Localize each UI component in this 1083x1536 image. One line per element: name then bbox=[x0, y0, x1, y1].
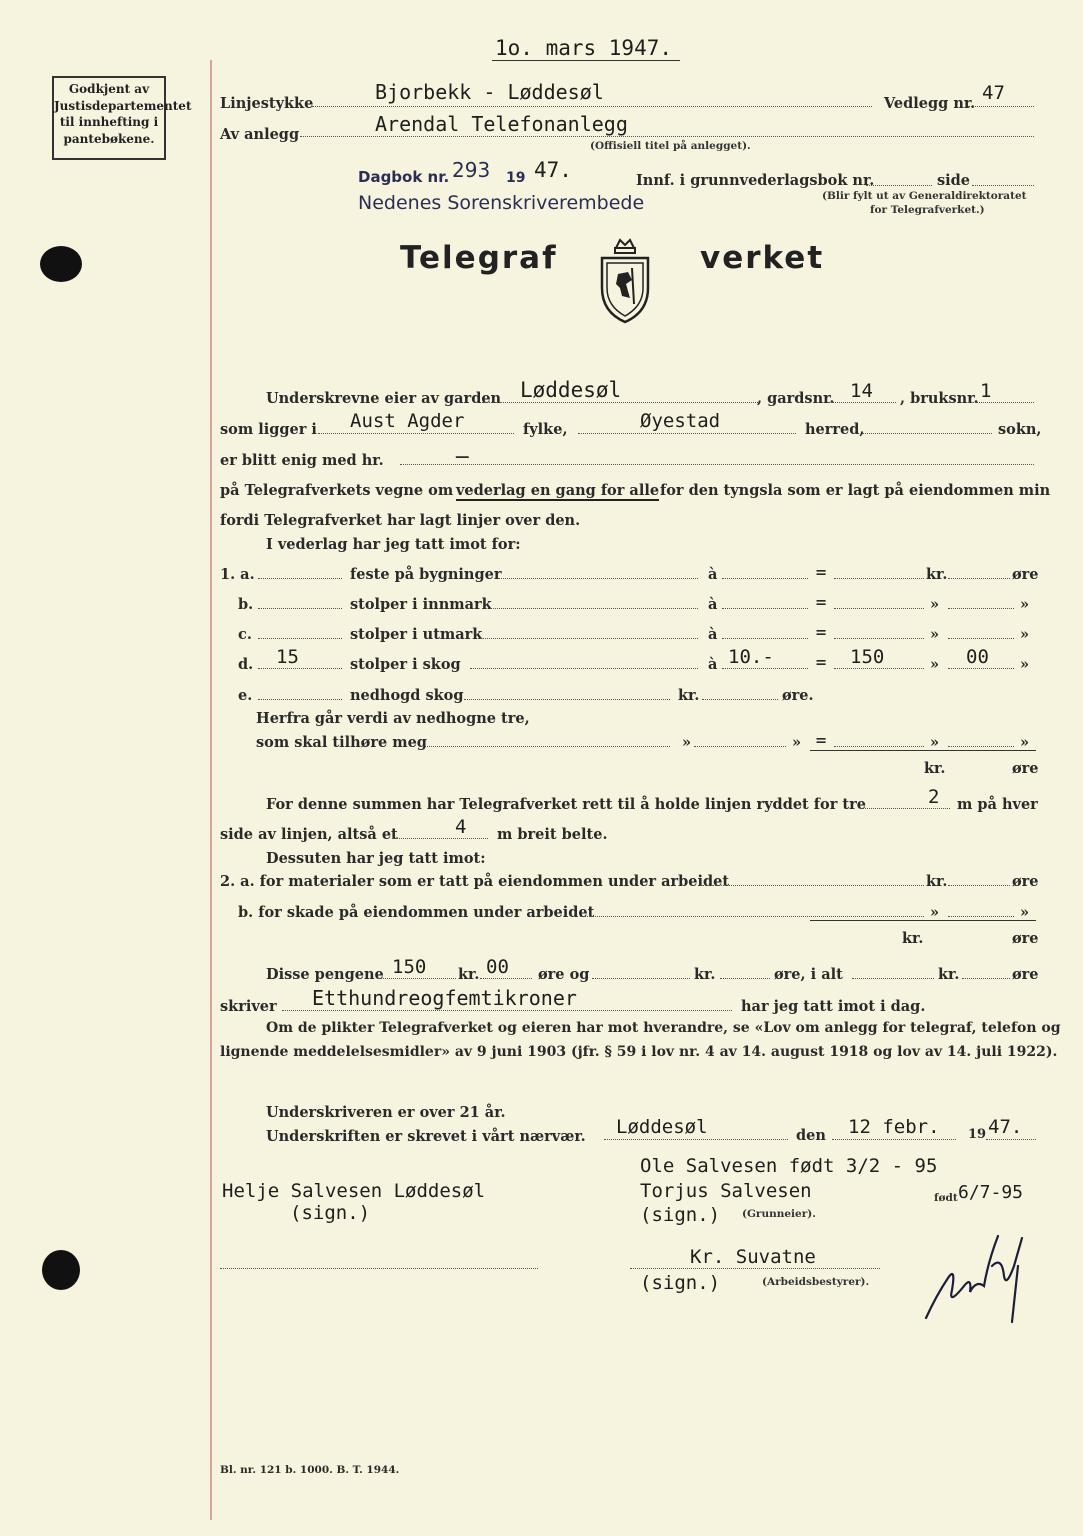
sign-place: Løddesøl bbox=[616, 1116, 708, 1138]
item-num: 1. a. bbox=[220, 566, 255, 583]
agreement-underlined: vederlag en gang for alle bbox=[456, 482, 660, 499]
item2b-ore: » bbox=[1020, 904, 1030, 921]
item-a: à bbox=[708, 566, 718, 583]
approval-line: Godkjent av bbox=[68, 82, 150, 96]
herfra-q: » bbox=[792, 734, 802, 751]
payment-kr2: kr. bbox=[694, 966, 716, 983]
fill-line bbox=[480, 638, 698, 639]
gardsnr-value: 14 bbox=[850, 380, 873, 402]
date-underline bbox=[492, 60, 680, 61]
anlegg-note: (Offisiell titel på anlegget). bbox=[590, 140, 751, 152]
fill-line bbox=[972, 185, 1034, 186]
fill-line bbox=[948, 638, 1014, 639]
sign-den: den bbox=[796, 1127, 826, 1144]
herfra-q: » bbox=[1020, 734, 1030, 751]
owner-role: (Grunneier). bbox=[742, 1208, 816, 1220]
item-amount-kr: 150 bbox=[850, 646, 885, 668]
item-eq: = bbox=[815, 594, 828, 611]
fill-line bbox=[948, 746, 1014, 747]
sum-kr: kr. bbox=[924, 760, 946, 777]
vedlegg-label: Vedlegg nr. bbox=[884, 95, 976, 112]
herred-label: herred, bbox=[805, 421, 865, 438]
item-ore: » bbox=[1020, 626, 1030, 643]
sign-year-prefix: 19 bbox=[968, 1127, 987, 1142]
manager-name: Kr. Suvatne bbox=[690, 1246, 816, 1268]
amount-words: Etthundreogfemtikroner bbox=[312, 986, 577, 1010]
sum-rule bbox=[810, 750, 1036, 751]
item-num: e. bbox=[238, 687, 253, 704]
fylke-value: Aust Agder bbox=[350, 410, 465, 432]
innf-note: (Blir fylt ut av Generaldirektoratet bbox=[822, 190, 1027, 202]
anlegg-label: Av anlegg bbox=[220, 126, 300, 143]
owner-sign: (sign.) bbox=[640, 1204, 721, 1226]
anlegg-value: Arendal Telefonanlegg bbox=[375, 112, 628, 136]
fill-line bbox=[258, 578, 342, 579]
fill-line bbox=[722, 638, 808, 639]
clearing-line: side av linjen, altså et bbox=[220, 826, 398, 843]
payment-kr-value: 150 bbox=[392, 956, 427, 978]
payment-kr3: kr. bbox=[938, 966, 960, 983]
payment-label: Disse pengene bbox=[266, 966, 384, 983]
manager-role: (Arbeidsbestyrer). bbox=[762, 1276, 870, 1288]
fill-line bbox=[948, 885, 1010, 886]
over21: Underskriveren er over 21 år. bbox=[266, 1104, 506, 1121]
item-kr: kr. bbox=[926, 566, 948, 583]
fill-line bbox=[722, 608, 808, 609]
item-label: stolper i skog bbox=[350, 656, 461, 673]
fill-line bbox=[312, 106, 872, 107]
fill-line bbox=[580, 916, 924, 917]
item-label: stolper i utmark bbox=[350, 626, 483, 643]
fill-line bbox=[592, 978, 690, 979]
fill-line bbox=[834, 638, 924, 639]
payment-ore-alt: øre, i alt bbox=[774, 966, 843, 983]
fylke-label: fylke, bbox=[523, 421, 568, 438]
fill-line bbox=[498, 578, 698, 579]
item2a-kr: kr. bbox=[926, 873, 948, 890]
fill-line bbox=[470, 668, 698, 669]
fill-line bbox=[834, 746, 924, 747]
item2b-kr: » bbox=[930, 904, 940, 921]
fill-line bbox=[480, 978, 532, 979]
fill-line bbox=[866, 185, 932, 186]
gardsnr-label: , gardsnr. bbox=[757, 390, 835, 407]
item-eq: = bbox=[815, 624, 828, 641]
fill-line bbox=[258, 699, 342, 700]
fill-line bbox=[702, 699, 778, 700]
farm-name: Løddesøl bbox=[520, 378, 622, 402]
fill-line bbox=[378, 978, 456, 979]
item2a: 2. a. for materialer som er tatt på eiendommen under arbeidet bbox=[220, 873, 730, 890]
sign-year: 47. bbox=[988, 1116, 1023, 1138]
approval-box bbox=[52, 76, 192, 160]
fill-line bbox=[630, 1268, 880, 1269]
fill-line bbox=[862, 433, 992, 434]
item-label: feste på bygninger bbox=[350, 566, 502, 583]
fill-line bbox=[282, 1010, 732, 1011]
fill-line bbox=[986, 1139, 1036, 1140]
side-label: side bbox=[937, 172, 971, 189]
sign-date: 12 febr. bbox=[848, 1116, 940, 1138]
owner-signature: Torjus Salvesen bbox=[640, 1180, 812, 1202]
item-kr: » bbox=[930, 656, 940, 673]
vedlegg-value: 47 bbox=[982, 82, 1005, 104]
item-num: b. bbox=[238, 596, 254, 613]
fill-line bbox=[834, 608, 924, 609]
fill-line bbox=[300, 136, 1034, 137]
item-a: à bbox=[708, 656, 718, 673]
fill-line bbox=[968, 106, 1034, 107]
item-a: à bbox=[708, 626, 718, 643]
fill-line bbox=[604, 1139, 788, 1140]
fill-line bbox=[490, 608, 698, 609]
item-ore: » bbox=[1020, 596, 1030, 613]
margin-rule bbox=[210, 60, 212, 1520]
fill-line bbox=[258, 608, 342, 609]
owner-signature: Ole Salvesen født 3/2 - 95 bbox=[640, 1155, 938, 1177]
dagbok-year: 47. bbox=[534, 158, 572, 182]
item2a-ore: øre bbox=[1012, 873, 1039, 890]
title-left: Telegraf bbox=[400, 240, 558, 276]
fill-line bbox=[318, 433, 514, 434]
agreement-line: I vederlag har jeg tatt imot for: bbox=[266, 536, 521, 553]
enig-value: — bbox=[455, 448, 470, 465]
herfra-eq: = bbox=[815, 732, 828, 749]
sum-rule bbox=[810, 920, 1036, 921]
fill-line bbox=[832, 1139, 956, 1140]
dessuten: Dessuten har jeg tatt imot: bbox=[266, 850, 486, 867]
owner-intro: Underskrevne eier av garden bbox=[266, 390, 502, 407]
fill-line bbox=[482, 402, 760, 403]
fill-line bbox=[220, 1268, 538, 1269]
item-ore: » bbox=[1020, 656, 1030, 673]
item-ore: øre. bbox=[782, 687, 814, 704]
item-kr: » bbox=[930, 626, 940, 643]
sokn-label: sokn, bbox=[998, 421, 1042, 438]
item-label: stolper i innmark bbox=[350, 596, 492, 613]
fill-line bbox=[852, 978, 934, 979]
agreement-line: fordi Telegrafverket har lagt linjer over den. bbox=[220, 512, 581, 529]
footer-form-id: Bl. nr. 121 b. 1000. B. T. 1944. bbox=[220, 1464, 400, 1476]
bruksnr-value: 1 bbox=[980, 380, 992, 402]
herfra-line: som skal tilhøre meg bbox=[256, 734, 427, 751]
approval-line: pantebøkene. bbox=[63, 131, 155, 146]
fill-line bbox=[962, 978, 1010, 979]
item-amount-ore: 00 bbox=[966, 646, 989, 668]
imot-label: har jeg tatt imot i dag. bbox=[741, 998, 926, 1015]
herfra-q: » bbox=[682, 734, 692, 751]
herred-value: Øyestad bbox=[640, 410, 721, 432]
fill-line bbox=[722, 668, 808, 669]
enig-label: er blitt enig med hr. bbox=[220, 452, 384, 469]
payment-ore-value: 00 bbox=[486, 956, 509, 978]
ligger-label: som ligger i bbox=[220, 421, 317, 438]
clearing-meters: 2 bbox=[928, 786, 940, 808]
sum-ore: øre bbox=[1012, 760, 1039, 777]
item-eq: = bbox=[815, 564, 828, 581]
sum-kr: kr. bbox=[902, 930, 924, 947]
item-ore: øre bbox=[1012, 566, 1039, 583]
payment-kr-label: kr. bbox=[458, 966, 480, 983]
punch-hole bbox=[40, 246, 82, 282]
item-num: d. bbox=[238, 656, 254, 673]
innf-label: Innf. i grunnvederlagsbok nr. bbox=[636, 172, 875, 189]
fill-line bbox=[968, 402, 1034, 403]
clearing-line: For denne summen har Telegrafverket rett til å holde linjen ryddet for tre bbox=[266, 796, 866, 813]
fill-line bbox=[578, 433, 796, 434]
fill-line bbox=[948, 668, 1014, 669]
title-right: verket bbox=[700, 240, 825, 276]
skriver-label: skriver bbox=[220, 998, 277, 1015]
item-price: 10.- bbox=[728, 646, 774, 668]
fill-line bbox=[258, 638, 342, 639]
witness-name: Helje Salvesen Løddesøl bbox=[222, 1180, 486, 1202]
linjestykke-value: Bjorbekk - Løddesøl bbox=[375, 80, 604, 104]
item-kr: kr. bbox=[678, 687, 700, 704]
fill-line bbox=[694, 746, 786, 747]
fill-line bbox=[860, 808, 950, 809]
clearing-line: m breit belte. bbox=[497, 826, 608, 843]
clearing-line-end: m på hver bbox=[957, 796, 1038, 813]
clearing-belt: 4 bbox=[455, 816, 467, 838]
fill-line bbox=[392, 838, 488, 839]
fill-line bbox=[400, 464, 1034, 465]
manager-sign: (sign.) bbox=[640, 1272, 721, 1294]
owner-birth: 6/7-95 bbox=[958, 1182, 1024, 1203]
header-date: 1o. mars 1947. bbox=[495, 36, 673, 60]
norwegian-coat-of-arms-icon bbox=[596, 238, 654, 326]
approval-line: til innhefting i bbox=[59, 115, 159, 129]
witness-sign: (sign.) bbox=[290, 1202, 371, 1224]
sorenskriver-stamp: Nedenes Sorenskriverembede bbox=[358, 192, 645, 214]
item-a: à bbox=[708, 596, 718, 613]
fill-line bbox=[722, 578, 808, 579]
item-eq: = bbox=[815, 654, 828, 671]
fill-line bbox=[948, 578, 1010, 579]
fill-line bbox=[948, 916, 1014, 917]
agreement-line: for den tyngsla som er lagt på eiendommen min bbox=[660, 482, 1051, 499]
fill-line bbox=[834, 668, 924, 669]
linjestykke-label: Linjestykke bbox=[220, 95, 314, 112]
sum-ore: øre bbox=[1012, 930, 1039, 947]
agreement-line: på Telegrafverkets vegne om bbox=[220, 482, 454, 499]
fill-line bbox=[720, 978, 770, 979]
item-qty: 15 bbox=[276, 646, 299, 668]
item-num: c. bbox=[238, 626, 252, 643]
innf-note: for Telegrafverket.) bbox=[870, 204, 985, 216]
herfra-line: Herfra går verdi av nedhogne tre, bbox=[256, 710, 530, 727]
naervaer: Underskriften er skrevet i vårt nærvær. bbox=[266, 1128, 586, 1145]
dagbok-nr: 293 bbox=[452, 158, 491, 182]
approval-line: Justisdepartementet bbox=[54, 98, 192, 113]
dagbok-label: Dagbok nr. bbox=[358, 168, 450, 186]
law-line: Om de plikter Telegrafverket og eieren har mot hverandre, se «Lov om anlegg for telegraf, telefon og bbox=[266, 1020, 1061, 1036]
bruksnr-label: , bruksnr. bbox=[900, 390, 979, 407]
fill-line bbox=[464, 699, 670, 700]
fill-line bbox=[948, 608, 1014, 609]
dagbok-19: 19 bbox=[506, 170, 526, 186]
fill-line bbox=[420, 746, 670, 747]
payment-ore3: øre bbox=[1012, 966, 1039, 983]
fill-line bbox=[828, 402, 896, 403]
item2b: b. for skade på eiendommen under arbeidet bbox=[238, 904, 595, 921]
fill-line bbox=[258, 668, 342, 669]
item-kr: » bbox=[930, 596, 940, 613]
punch-hole bbox=[42, 1250, 80, 1290]
fill-line bbox=[834, 578, 924, 579]
item-label: nedhogd skog bbox=[350, 687, 464, 704]
handwritten-initials-mark bbox=[918, 1226, 1038, 1326]
fill-line bbox=[700, 885, 924, 886]
herfra-q: » bbox=[930, 734, 940, 751]
payment-ore-label: øre og bbox=[538, 966, 590, 983]
owner-fodt: født bbox=[934, 1192, 958, 1204]
law-line: lignende meddelelsesmidler» av 9 juni 1903 (jfr. § 59 i lov nr. 4 av 14. august 1918 og lov av 14. juli 1922). bbox=[220, 1044, 1058, 1060]
